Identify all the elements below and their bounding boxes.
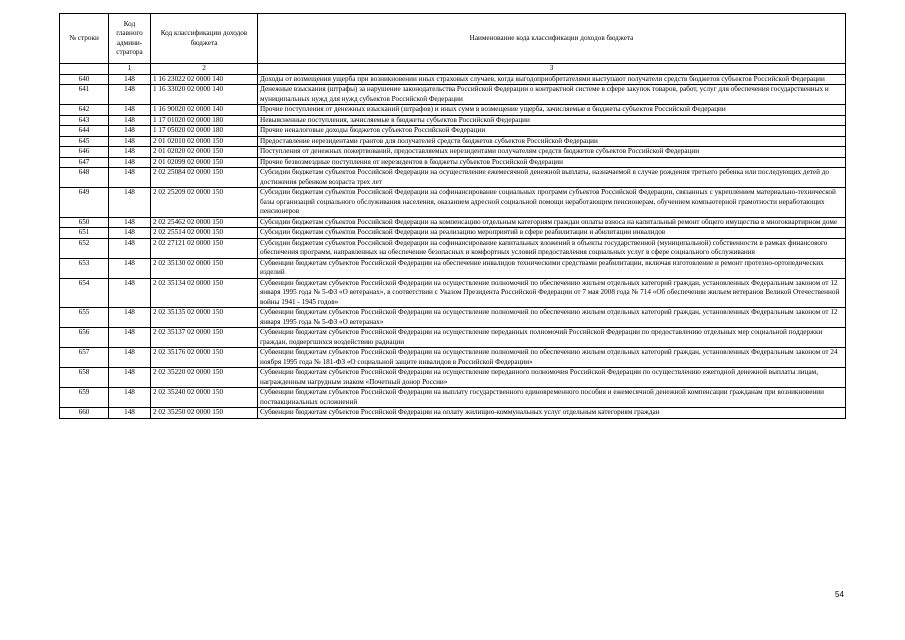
table-row xyxy=(60,408,846,419)
row-number-cell: 646 xyxy=(60,147,109,158)
admin-code-cell: 148 xyxy=(109,238,151,258)
table-row xyxy=(60,168,846,188)
row-number-cell: 651 xyxy=(60,228,109,239)
row-number-cell: 644 xyxy=(60,126,109,137)
class-code-cell: 2 02 35176 02 0000 150 xyxy=(151,348,258,368)
revenue-name-cell: Субвенции бюджетам субъектов Российской Федерации на осуществление полномочий по обеспечению жильем отдельных категорий граждан, установленных Федеральным законом от 12 января 1995 года № 5-ФЗ «О ветеранах», в соответствии с Указом Президента Российской Федерации от 7 мая 2008 года № 714 «Об обеспечении жильем ветеранов Великой Отечественной войны 1941 - 1945 годов» xyxy=(258,278,846,308)
row-number-cell: 656 xyxy=(60,328,109,348)
row-number-cell: 647 xyxy=(60,157,109,168)
revenue-name-cell: Субсидии бюджетам субъектов Российской Федерации на софинансирование капитальных вложений в объекты государственной (муниципальной) собственности в рамках финансового обеспечения программ, направленных на обеспечение безопасных и комфортных условий предоставления социальных услуг в сфере социального обслуживания xyxy=(258,238,846,258)
class-code-cell: 2 02 25462 02 0000 150 xyxy=(151,217,258,228)
header-row xyxy=(60,14,846,64)
admin-code-cell: 148 xyxy=(109,105,151,116)
revenue-name-cell: Предоставление нерезидентами грантов для получателей средств бюджетов субъектов Российской Федерации xyxy=(258,136,846,147)
admin-code-cell: 148 xyxy=(109,368,151,388)
revenue-name-cell: Прочие неналоговые доходы бюджетов субъектов Российской Федерации xyxy=(258,126,846,137)
table-row xyxy=(60,188,846,218)
table-row xyxy=(60,105,846,116)
class-code-cell: 2 02 35250 02 0000 150 xyxy=(151,408,258,419)
row-number-cell: 653 xyxy=(60,258,109,278)
revenue-name-cell: Субвенции бюджетам субъектов Российской Федерации на оплату жилищно-коммунальных услуг отдельным категориям граждан xyxy=(258,408,846,419)
revenue-name-cell: Субвенции бюджетам субъектов Российской Федерации на осуществление полномочий по обеспечению жильем отдельных категорий граждан, установленных Федеральным законом от 12 января 1995 года № 5-ФЗ «О ветеранах» xyxy=(258,308,846,328)
revenue-name-cell: Субвенции бюджетам субъектов Российской Федерации на осуществление переданного полномочия Российской Федерации по осуществлению ежегодной денежной выплаты лицам, награжденным нагрудным знаком «Почетный донор России» xyxy=(258,368,846,388)
table-row xyxy=(60,278,846,308)
class-code-cell: 2 02 35240 02 0000 150 xyxy=(151,388,258,408)
admin-code-cell: 148 xyxy=(109,258,151,278)
revenue-name-cell: Субсидии бюджетам субъектов Российской Федерации на реализацию мероприятий в сфере реабилитации и абилитации инвалидов xyxy=(258,228,846,239)
column-number: 2 xyxy=(151,64,258,75)
column-number: 3 xyxy=(258,64,846,75)
header-class-code: Код классификации доходов бюджета xyxy=(151,14,258,64)
revenue-name-cell: Субвенции бюджетам субъектов Российской Федерации на обеспечение инвалидов техническими средствами реабилитации, включая изготовление и ремонт протезно-ортопедических изделий xyxy=(258,258,846,278)
revenue-name-cell: Субвенции бюджетам субъектов Российской Федерации на осуществление полномочий по обеспечению жильем отдельных категорий граждан, установленных Федеральным законом от 24 ноября 1995 года № 181-ФЗ «О социальной защите инвалидов в Российской Федерации» xyxy=(258,348,846,368)
revenue-name-cell: Прочие безвозмездные поступления от нерезидентов в бюджеты субъектов Российской Федерации xyxy=(258,157,846,168)
table-row xyxy=(60,348,846,368)
row-number-cell: 654 xyxy=(60,278,109,308)
row-number-cell: 640 xyxy=(60,74,109,85)
class-code-cell: 1 17 05020 02 0000 180 xyxy=(151,126,258,137)
revenue-name-cell: Субсидии бюджетам субъектов Российской Федерации на осуществление ежемесячной денежной выплаты, назначаемой в случае рождения третьего ребенка или последующих детей до достижения ребенком возраста трех лет xyxy=(258,168,846,188)
table-row xyxy=(60,136,846,147)
class-code-cell: 2 01 02010 02 0000 150 xyxy=(151,136,258,147)
class-code-cell: 2 01 02099 02 0000 150 xyxy=(151,157,258,168)
admin-code-cell: 148 xyxy=(109,408,151,419)
revenue-name-cell: Поступления от денежных пожертвований, предоставляемых нерезидентами получателям средств бюджетов субъектов Российской Федерации xyxy=(258,147,846,158)
table-row xyxy=(60,157,846,168)
row-number-cell: 652 xyxy=(60,238,109,258)
admin-code-cell: 148 xyxy=(109,388,151,408)
table-row xyxy=(60,238,846,258)
class-code-cell: 1 17 01020 02 0000 180 xyxy=(151,115,258,126)
class-code-cell: 2 02 35137 02 0000 150 xyxy=(151,328,258,348)
row-number-cell: 649 xyxy=(60,188,109,218)
admin-code-cell: 148 xyxy=(109,168,151,188)
admin-code-cell: 148 xyxy=(109,188,151,218)
table-row xyxy=(60,308,846,328)
class-code-cell: 1 16 90020 02 0000 140 xyxy=(151,105,258,116)
revenue-name-cell: Субсидии бюджетам субъектов Российской Федерации на компенсацию отдельным категориям граждан оплаты взноса на капитальный ремонт общего имущества в многоквартирном доме xyxy=(258,217,846,228)
admin-code-cell: 148 xyxy=(109,85,151,105)
class-code-cell: 2 02 25514 02 0000 150 xyxy=(151,228,258,239)
admin-code-cell: 148 xyxy=(109,348,151,368)
admin-code-cell: 148 xyxy=(109,126,151,137)
admin-code-cell: 148 xyxy=(109,157,151,168)
row-number-cell: 659 xyxy=(60,388,109,408)
table-row xyxy=(60,328,846,348)
table-row xyxy=(60,368,846,388)
row-number-cell: 641 xyxy=(60,85,109,105)
table-row xyxy=(60,126,846,137)
row-number-cell: 660 xyxy=(60,408,109,419)
table-row xyxy=(60,147,846,158)
header-admin-code: Код главного админи-стратора xyxy=(109,14,151,64)
table-row xyxy=(60,217,846,228)
class-code-cell: 2 02 35134 02 0000 150 xyxy=(151,278,258,308)
page-number: 54 xyxy=(835,590,844,599)
row-number-cell: 658 xyxy=(60,368,109,388)
admin-code-cell: 148 xyxy=(109,328,151,348)
table-row xyxy=(60,258,846,278)
row-number-cell: 655 xyxy=(60,308,109,328)
revenue-name-cell: Невыясненные поступления, зачисляемые в бюджеты субъектов Российской Федерации xyxy=(258,115,846,126)
revenue-name-cell: Субвенции бюджетам субъектов Российской Федерации на выплату государственного единовременного пособия и ежемесячной денежной компенсации гражданам при возникновении поствакцинальных осложнений xyxy=(258,388,846,408)
revenue-name-cell: Субсидии бюджетам субъектов Российской Федерации на софинансирование социальных программ субъектов Российской Федерации, связанных с укреплением материально-технической базы организаций социального обслуживания населения, оказанием адресной социальной помощи неработающим пенсионерам, обучением компьютерной грамотности неработающих пенсионеров xyxy=(258,188,846,218)
class-code-cell: 2 02 27121 02 0000 150 xyxy=(151,238,258,258)
table-body xyxy=(60,74,846,418)
table-row xyxy=(60,228,846,239)
admin-code-cell: 148 xyxy=(109,74,151,85)
budget-revenue-table xyxy=(59,13,846,419)
revenue-name-cell: Прочие поступления от денежных взысканий (штрафов) и иных сумм в возмещение ущерба, зачисляемые в бюджеты субъектов Российской Федерации xyxy=(258,105,846,116)
class-code-cell: 2 01 02020 02 0000 150 xyxy=(151,147,258,158)
header-row-number: № строки xyxy=(60,14,109,64)
row-number-cell: 657 xyxy=(60,348,109,368)
row-number-cell: 642 xyxy=(60,105,109,116)
row-number-cell: 650 xyxy=(60,217,109,228)
table-row xyxy=(60,388,846,408)
row-number-cell: 648 xyxy=(60,168,109,188)
column-number: 1 xyxy=(109,64,151,75)
admin-code-cell: 148 xyxy=(109,228,151,239)
table-row xyxy=(60,85,846,105)
table-row xyxy=(60,115,846,126)
row-number-cell: 645 xyxy=(60,136,109,147)
revenue-name-cell: Доходы от возмещения ущерба при возникновении иных страховых случаев, когда выгодоприобретателями выступают получатели средств бюджетов субъектов Российской Федерации xyxy=(258,74,846,85)
admin-code-cell: 148 xyxy=(109,278,151,308)
admin-code-cell: 148 xyxy=(109,217,151,228)
class-code-cell: 2 02 25084 02 0000 150 xyxy=(151,168,258,188)
admin-code-cell: 148 xyxy=(109,136,151,147)
class-code-cell: 2 02 25209 02 0000 150 xyxy=(151,188,258,218)
revenue-name-cell: Субвенции бюджетам субъектов Российской Федерации на осуществление переданных полномочий Российской Федерации по предоставлению отдельных мер социальной поддержки граждан, подвергшихся воздействию радиации xyxy=(258,328,846,348)
class-code-cell: 1 16 33020 02 0000 140 xyxy=(151,85,258,105)
admin-code-cell: 148 xyxy=(109,115,151,126)
admin-code-cell: 148 xyxy=(109,147,151,158)
revenue-name-cell: Денежные взыскания (штрафы) за нарушение законодательства Российской Федерации о контрактной системе в сфере закупок товаров, работ, услуг для обеспечения государственных и муниципальных нужд для нужд субъектов Российской Федерации xyxy=(258,85,846,105)
header-name: Наименование кода классификации доходов бюджета xyxy=(258,14,846,64)
row-number-cell: 643 xyxy=(60,115,109,126)
class-code-cell: 1 16 23022 02 0000 140 xyxy=(151,74,258,85)
class-code-cell: 2 02 35220 02 0000 150 xyxy=(151,368,258,388)
admin-code-cell: 148 xyxy=(109,308,151,328)
class-code-cell: 2 02 35130 02 0000 150 xyxy=(151,258,258,278)
class-code-cell: 2 02 35135 02 0000 150 xyxy=(151,308,258,328)
column-number-row xyxy=(60,64,846,75)
column-number-empty xyxy=(60,64,109,75)
table-row xyxy=(60,74,846,85)
